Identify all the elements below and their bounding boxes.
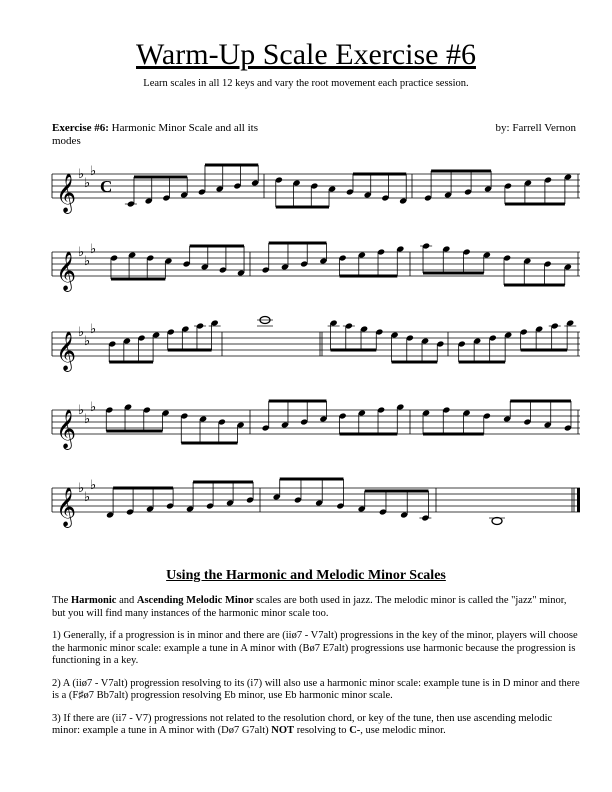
emphasis-chord: C-: [349, 725, 361, 736]
author-credit: by: Farrell Vernon: [495, 122, 576, 134]
treble-clef-icon: 𝄞: [56, 487, 77, 527]
term-harmonic: Harmonic: [70, 595, 117, 606]
exercise-number: Exercise #6:: [52, 122, 109, 134]
flat-icon: ♭: [84, 412, 91, 427]
flat-icon: ♭: [84, 334, 91, 349]
treble-clef-icon: 𝄞: [56, 251, 77, 291]
flat-icon: ♭: [78, 481, 85, 496]
exercise-label: [52, 122, 272, 148]
flat-icon: ♭: [90, 478, 97, 493]
page-title: Warm-Up Scale Exercise #6: [136, 38, 476, 71]
music-staff-4: [0, 396, 612, 468]
flat-icon: ♭: [90, 164, 97, 179]
paragraph-rule-2: 2) A (iiø7 - V7alt) progression resolving to its (i7) will also use a harmonic minor scale: example tune is in D minor and there is a (F♯ø7 Bb7alt) progression resolving Eb minor, use Eb harmonic minor scale.: [52, 677, 580, 701]
final-barline-thick: [577, 488, 580, 512]
flat-icon: ♭: [90, 242, 97, 257]
music-staff-3: [0, 318, 612, 390]
music-staff-2: [0, 238, 612, 310]
exercise-description: Harmonic Minor Scale and all its modes: [52, 122, 258, 147]
treble-clef-icon: 𝄞: [56, 331, 77, 371]
treble-clef-icon: 𝄞: [56, 173, 77, 213]
text-span: scales are both used in jazz. The melodic minor is called the "jazz" minor, but you will find many instances of the harmonic minor scale too.: [52, 595, 567, 619]
flat-icon: ♭: [84, 490, 91, 505]
section-body: [52, 595, 580, 748]
time-signature: C: [100, 177, 113, 196]
paragraph-intro: [52, 595, 580, 620]
flat-icon: ♭: [78, 325, 85, 340]
flat-icon: ♭: [84, 254, 91, 269]
flat-icon: ♭: [78, 245, 85, 260]
treble-clef-icon: 𝄞: [56, 409, 77, 449]
music-staff-1: [0, 160, 612, 232]
page-subtitle: Learn scales in all 12 keys and vary the root movement each practice session.: [143, 78, 469, 89]
flat-icon: ♭: [90, 322, 97, 337]
paragraph-rule-3: [52, 713, 580, 738]
text-span: The: [52, 595, 71, 606]
emphasis-not: NOT: [271, 725, 295, 736]
section-heading: Using the Harmonic and Melodic Minor Scales: [166, 568, 446, 583]
flat-icon: ♭: [90, 400, 97, 415]
text-span: 3) If there are (ii7 - V7) progressions not related to the resolution chord, or key of the tune, then use ascending melodic minor: example a tune in A minor with (Dø7 G7alt): [52, 712, 553, 736]
text-span: and: [116, 595, 137, 606]
text-span: resolving to: [294, 725, 350, 736]
text-span: , use melodic minor.: [360, 725, 446, 736]
flat-icon: ♭: [78, 167, 85, 182]
flat-icon: ♭: [78, 403, 85, 418]
term-melodic: Ascending Melodic Minor: [136, 595, 254, 606]
music-staff-5: [0, 474, 612, 546]
whole-note: [492, 518, 502, 525]
paragraph-rule-1: 1) Generally, if a progression is in minor and there are (iiø7 - V7alt) progressions in the key of the minor, players will choose the harmonic minor scale: example a tune in A minor with (Bø7 E7alt) progressions use harmonic because the progression is functioning in a key.: [52, 630, 578, 666]
flat-icon: ♭: [84, 176, 91, 191]
